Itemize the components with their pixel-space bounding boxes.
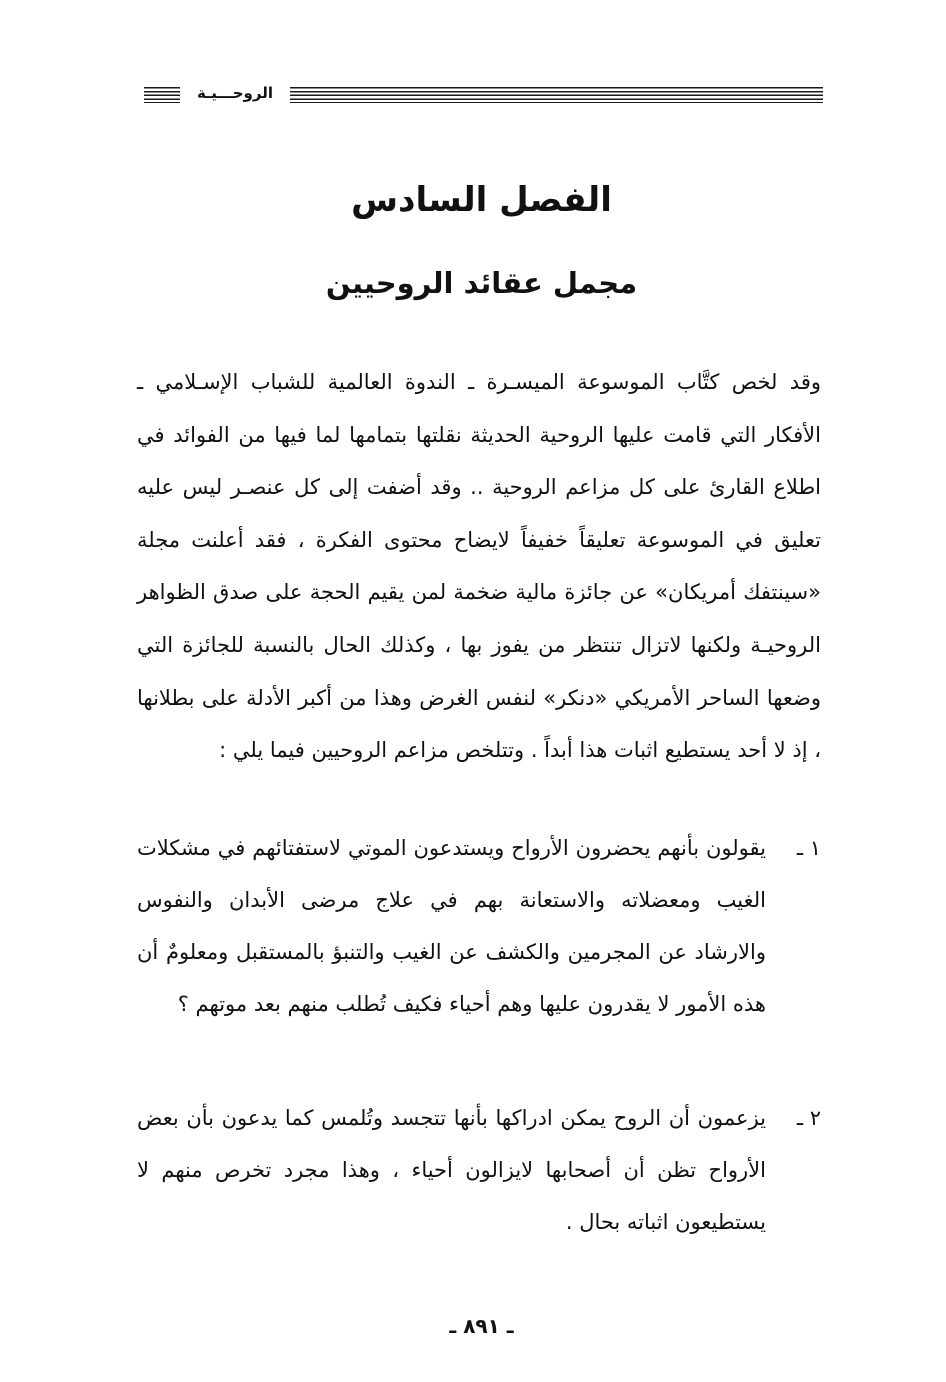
list-item-number: ١ ـ — [796, 836, 821, 860]
list-item — [137, 822, 821, 1030]
list-item-text: يزعمون أن الروح يمكن ادراكها بأنها تتجسد وتُلمس كما يدعون بأن بعض الأرواح تظن أن أصحابها لايزالون أحياء ، وهذا مجرد تخرص منهم لا يستطيعون اثباته بحال . — [137, 1106, 766, 1234]
list-item-text: يقولون بأنهم يحضرون الأرواح ويستدعون الموتي لاستفتائهم في مشكلات الغيب ومعضلاته والاستعانة بهم في علاج مرضى الأبدان والنفوس والارشاد عن المجرمين والكشف عن الغيب والتنبؤ بالمستقبل ومعلومٌ أن هذه الأمور لا يقدرون عليها وهم أحياء فكيف تُطلب منهم بعد موتهم ؟ — [137, 836, 766, 1016]
page-header — [140, 82, 823, 108]
chapter-subtitle: مجمل عقائد الروحيين — [325, 266, 638, 300]
list-item — [137, 1092, 821, 1248]
running-title: الروحـــيـة — [197, 84, 273, 102]
header-rule-left — [144, 87, 180, 103]
chapter-title: الفصل السادس — [351, 180, 612, 220]
intro-paragraph: وقد لخص كتَّاب الموسوعة الميسـرة ـ الندوة العالمية للشباب الإسـلامي ـ الأفكار التي قامت عليها الروحية الحديثة نقلتها بتمامها لما فيها من الفوائد في اطلاع القارئ على كل مزاعم الروحية .. وقد أضفت إلى كل عنصـر ليس عليه تعليق في الموسوعة تعليقاً خفيفاً لايضاح محتوى الفكرة ، فقد أعلنت مجلة «سينتفك أمريكان» عن جائزة مالية ضخمة لمن يقيم الحجة على صدق الظواهر الروحيـة ولكنها لاتزال تنتظر من يفوز بها ، وكذلك الحال بالنسبة للجائزة التي وضعها الساحر الأمريكي «دنكر» لنفس الغرض وهذا من أكبر الأدلة على بطلانها ، إذ لا أحد يستطيع اثبات هذا أبداً . وتتلخص مزاعم الروحيين فيما يلي : — [137, 370, 821, 763]
header-rule-right — [290, 87, 823, 103]
page-number: ـ ٨٩١ ـ — [449, 1314, 514, 1338]
list-item-number: ٢ ـ — [796, 1106, 821, 1130]
